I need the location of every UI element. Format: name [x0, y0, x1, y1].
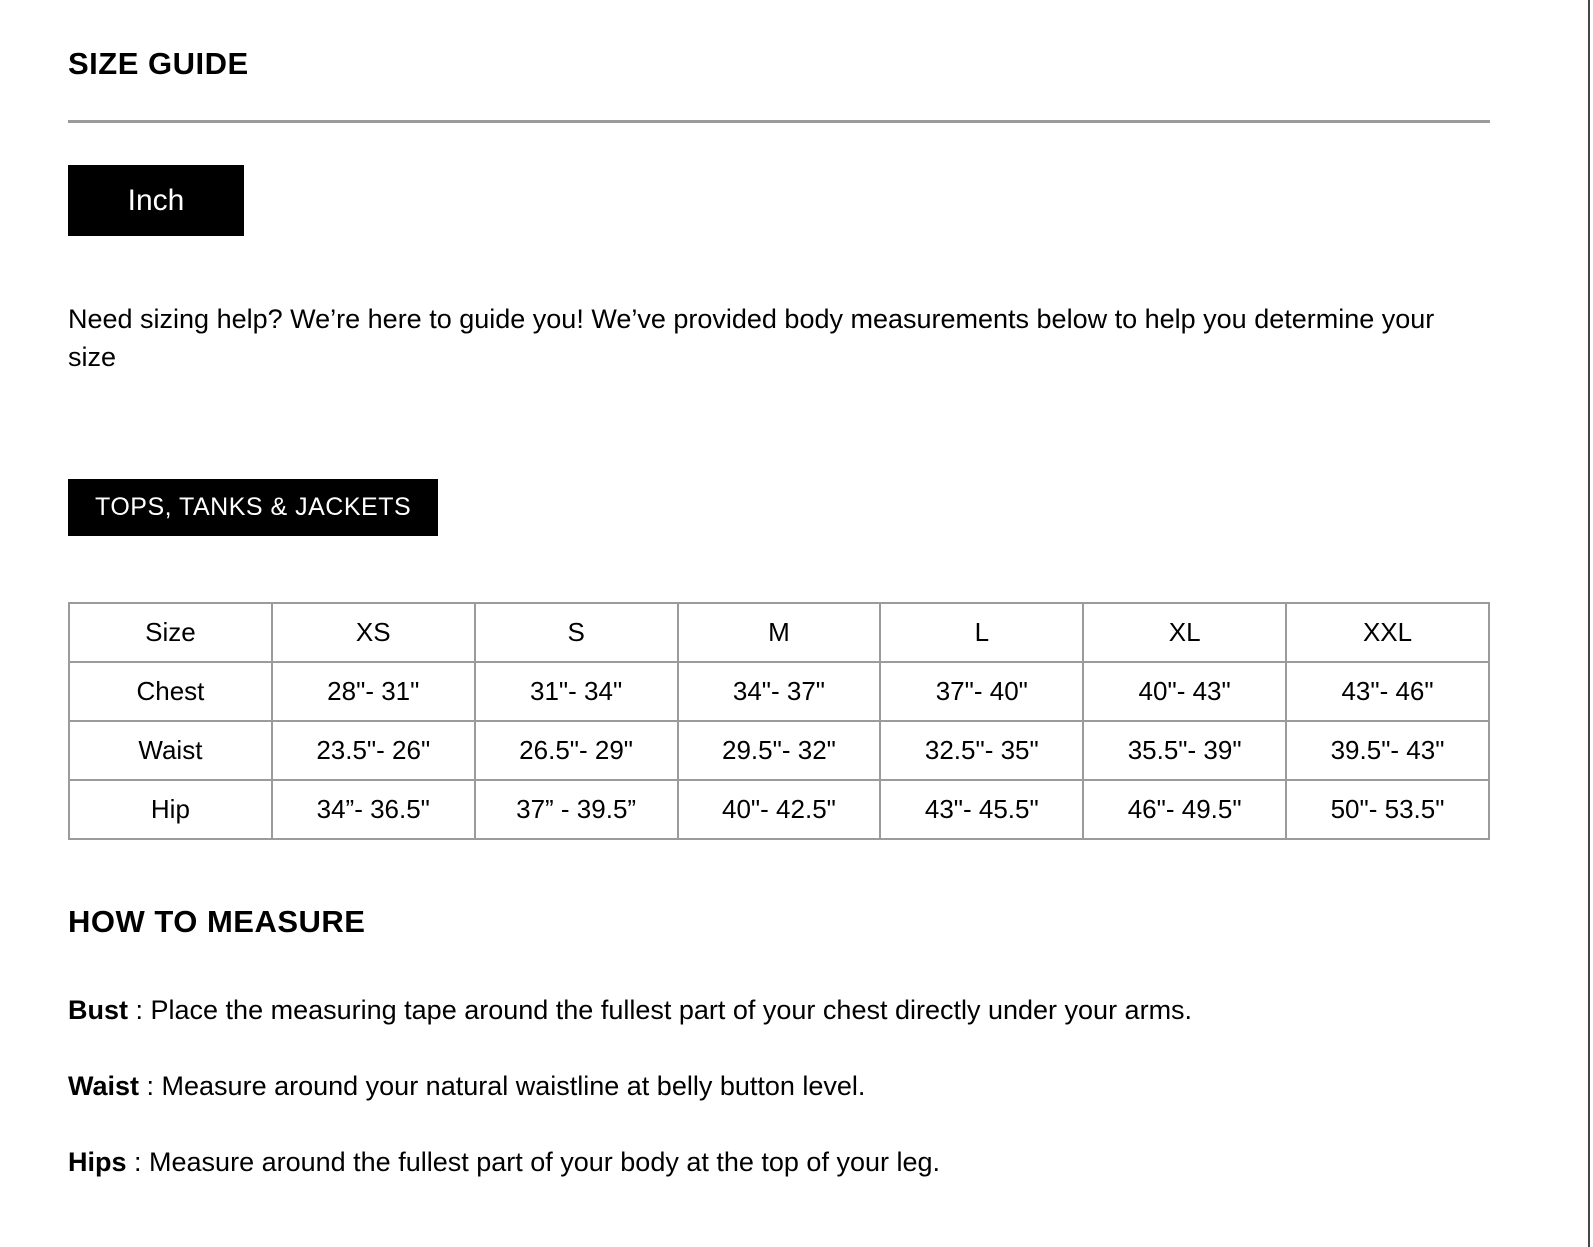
measure-instruction-waist — [68, 1070, 1490, 1102]
size-table-header-cell: M — [678, 603, 881, 662]
measure-term-waist: Waist — [68, 1071, 140, 1101]
measure-term-bust: Bust — [68, 995, 128, 1025]
table-cell: 35.5"- 39" — [1083, 721, 1286, 780]
size-table-header-row — [69, 603, 1489, 662]
table-cell: 40"- 42.5" — [678, 780, 881, 839]
row-label-cell: Hip — [69, 780, 272, 839]
size-table-header-cell: Size — [69, 603, 272, 662]
measure-term-hips: Hips — [68, 1147, 127, 1177]
size-table-row-hip — [69, 780, 1489, 839]
table-cell: 34”- 36.5" — [272, 780, 475, 839]
table-cell: 32.5"- 35" — [880, 721, 1083, 780]
table-cell: 29.5"- 32" — [678, 721, 881, 780]
size-table-row-chest — [69, 662, 1489, 721]
how-to-measure-heading: HOW TO MEASURE — [68, 904, 366, 939]
measure-description-bust: : Place the measuring tape around the fullest part of your chest directly under your arms. — [135, 995, 1193, 1025]
table-cell: 37"- 40" — [880, 662, 1083, 721]
row-label-cell: Waist — [69, 721, 272, 780]
size-table — [68, 602, 1490, 840]
table-cell: 28"- 31" — [272, 662, 475, 721]
measure-description-waist: : Measure around your natural waistline at belly button level. — [146, 1071, 866, 1101]
measure-description-hips: : Measure around the fullest part of your body at the top of your leg. — [134, 1147, 941, 1177]
row-label-cell: Chest — [69, 662, 272, 721]
unit-toggle-inch-label: Inch — [127, 183, 185, 217]
table-cell: 43"- 46" — [1286, 662, 1489, 721]
category-badge-tops-tanks-jackets: TOPS, TANKS & JACKETS — [68, 479, 438, 536]
size-table-header-cell: S — [475, 603, 678, 662]
measure-instruction-hips — [68, 1146, 1490, 1178]
intro-text: Need sizing help? We’re here to guide you! We’ve provided body measurements below to help you determine your size — [68, 304, 1435, 372]
table-cell: 26.5"- 29" — [475, 721, 678, 780]
window-right-border — [1588, 0, 1590, 1247]
table-cell: 46"- 49.5" — [1083, 780, 1286, 839]
size-table-header-cell: L — [880, 603, 1083, 662]
size-table-header-cell: XL — [1083, 603, 1286, 662]
measure-instruction-bust — [68, 994, 1490, 1026]
unit-toggle-inch-button[interactable] — [68, 165, 244, 236]
table-cell: 43"- 45.5" — [880, 780, 1083, 839]
table-cell: 39.5"- 43" — [1286, 721, 1489, 780]
page-title: SIZE GUIDE — [68, 46, 249, 81]
table-cell: 31"- 34" — [475, 662, 678, 721]
table-cell: 34"- 37" — [678, 662, 881, 721]
size-table-row-waist — [69, 721, 1489, 780]
divider — [68, 120, 1490, 123]
table-cell: 23.5"- 26" — [272, 721, 475, 780]
size-table-header-cell: XXL — [1286, 603, 1489, 662]
size-table-header-cell: XS — [272, 603, 475, 662]
table-cell: 40"- 43" — [1083, 662, 1286, 721]
table-cell: 50"- 53.5" — [1286, 780, 1489, 839]
table-cell: 37” - 39.5” — [475, 780, 678, 839]
